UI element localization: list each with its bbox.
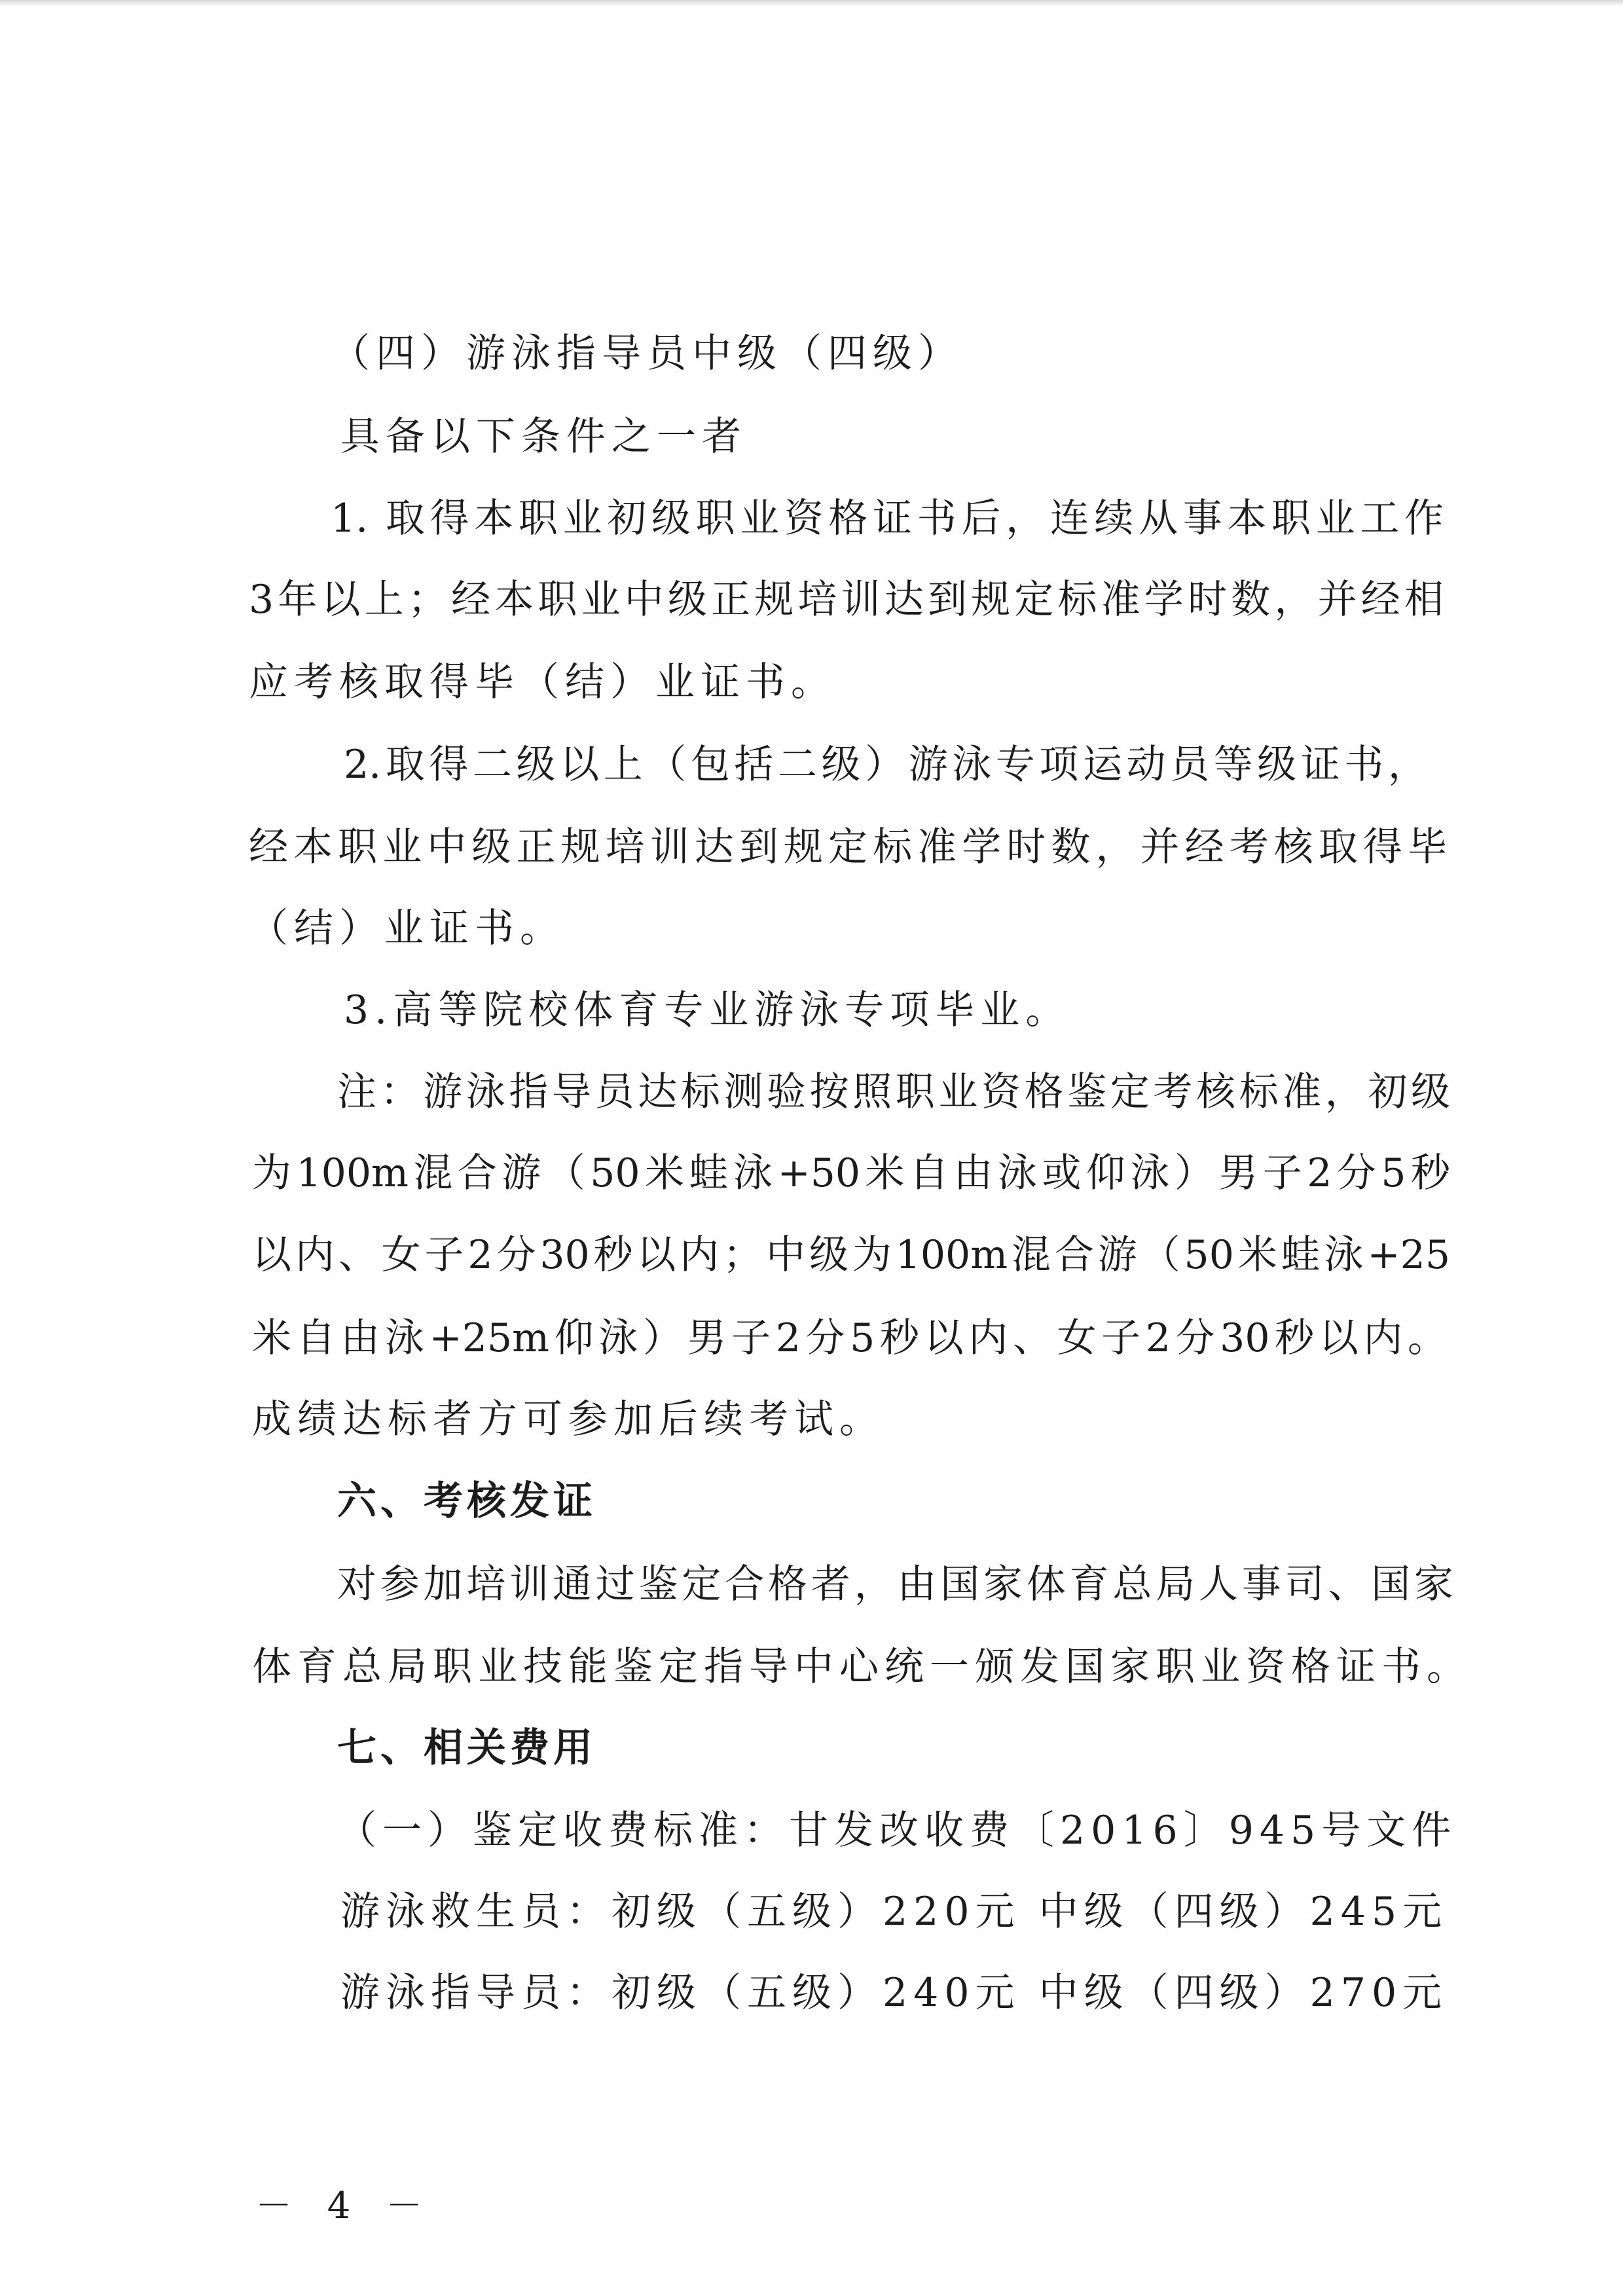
note-line-3: 以内、女子2分30秒以内；中级为100m混合游（50米蛙泳+25 — [252, 1232, 1450, 1278]
fee-swim-instructor: 游泳指导员：初级（五级）240元 中级（四级）270元 — [340, 1970, 1448, 2016]
note-line-2: 为100m混合游（50米蛙泳+50米自由泳或仰泳）男子2分5秒 — [252, 1150, 1450, 1196]
condition-1-line-2: 3年以上；经本职业中级正规培训达到规定标准学时数，并经相 — [249, 577, 1444, 623]
note-line-4: 米自由泳+25m仰泳）男子2分5秒以内、女子2分30秒以内。 — [252, 1315, 1447, 1361]
condition-3: 3.高等院校体育专业游泳专项毕业。 — [344, 987, 1071, 1033]
condition-2-line-3: （结）业证书。 — [249, 905, 565, 951]
subsection-heading-swim-instructor-intermediate: （四）游泳指导员中级（四级） — [331, 331, 963, 376]
fee-lifeguard: 游泳救生员：初级（五级）220元 中级（四级）245元 — [340, 1889, 1448, 1935]
condition-1-line-1: 1. 取得本职业初级职业资格证书后，连续从事本职业工作 — [331, 496, 1444, 541]
note-line-1: 注：游泳指导员达标测验按照职业资格鉴定考核标准，初级 — [337, 1069, 1450, 1115]
section-heading-related-fees: 七、相关费用 — [337, 1725, 596, 1771]
condition-intro: 具备以下条件之一者 — [340, 414, 747, 460]
condition-1-line-3: 应考核取得毕（结）业证书。 — [249, 659, 836, 705]
page-number: － 4 － — [255, 2185, 435, 2227]
section-heading-assessment-certification: 六、考核发证 — [337, 1478, 596, 1524]
fee-standard: （一）鉴定收费标准：甘发改收费〔2016〕945号文件 — [337, 1808, 1457, 1853]
certification-line-1: 对参加培训通过鉴定合格者，由国家体育总局人事司、国家 — [337, 1561, 1453, 1607]
condition-2-line-1: 2.取得二级以上（包括二级）游泳专项运动员等级证书， — [344, 742, 1427, 788]
certification-line-2: 体育总局职业技能鉴定指导中心统一颁发国家职业资格证书。 — [252, 1644, 1472, 1690]
note-line-5: 成绩达标者方可参加后续考试。 — [252, 1396, 884, 1442]
condition-2-line-2: 经本职业中级正规培训达到规定标准学时数，并经考核取得毕 — [249, 824, 1447, 870]
